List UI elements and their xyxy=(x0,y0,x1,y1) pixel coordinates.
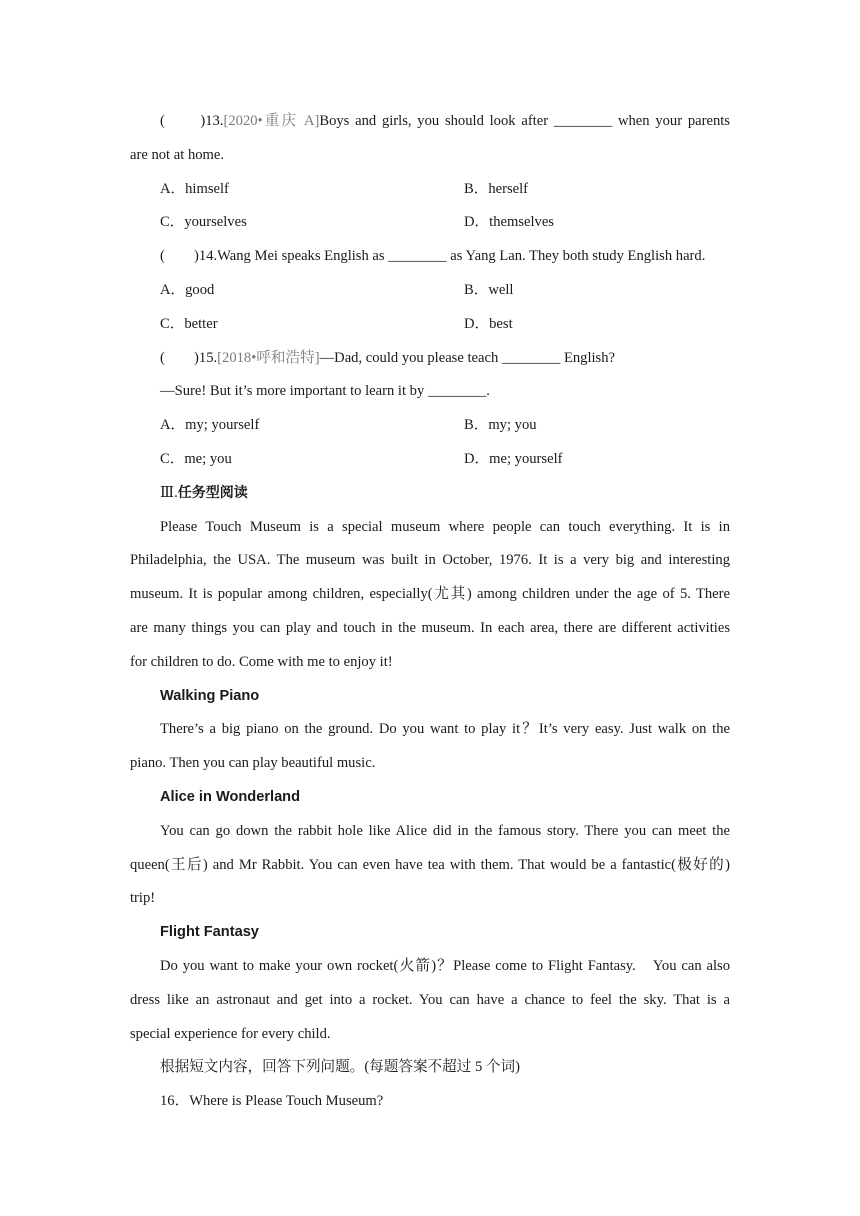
question-13-option-c: C．yourselves xyxy=(160,214,247,231)
question-13-option-a: A．himself xyxy=(160,180,229,197)
flight-fantasy-line-3: special experience for every child. xyxy=(130,1025,331,1042)
question-15-option-a: A．my; yourself xyxy=(160,417,260,434)
question-15-text: —Dad, could you please teach ________ English? xyxy=(319,349,616,366)
question-13-stem xyxy=(130,105,730,139)
question-14-option-b: B．well xyxy=(464,281,514,298)
question-15-number: ( )15. xyxy=(160,349,218,366)
question-14-option-d: D．best xyxy=(464,315,513,332)
section-title: 任务型阅读 xyxy=(177,484,248,501)
alice-line-3: trip! xyxy=(130,890,156,907)
passage-intro-line-4: are many things you can play and touch in the museum. In each area, there are different activities xyxy=(130,619,730,636)
reading-instruction: 根据短文内容，回答下列问题。(每题答案不超过 5 个词) xyxy=(160,1059,520,1076)
question-15-option-d: D．me; yourself xyxy=(464,450,563,467)
walking-piano-line-2: piano. Then you can play beautiful music. xyxy=(130,755,376,772)
question-13-stem-continued: are not at home. xyxy=(130,146,225,163)
walking-piano-line-1: There’s a big piano on the ground. Do you want to play it？It’s very easy. Just walk on the xyxy=(160,721,730,738)
question-15-option-b: B．my; you xyxy=(464,417,537,434)
flight-fantasy-line-1: Do you want to make your own rocket(火箭)？Please come to Flight Fantasy. You can also xyxy=(160,957,730,974)
question-13-options-row-1 xyxy=(130,173,730,207)
passage-intro-line-2: Philadelphia, the USA. The museum was built in October, 1976. It is a very big and interesting xyxy=(130,552,730,569)
question-13-text: Boys and girls, you should look after ________ when your parents xyxy=(319,113,730,129)
flight-fantasy-heading: Flight Fantasy xyxy=(160,924,259,941)
question-14-option-c: C．better xyxy=(160,315,218,332)
question-14-stem: ( )14.Wang Mei speaks English as ________ as Yang Lan. They both study English hard. xyxy=(160,248,706,265)
passage-intro-line-5: for children to do. Come with me to enjoy it! xyxy=(130,653,393,670)
question-15-reply: —Sure! But it’s more important to learn it by ________. xyxy=(160,383,490,400)
question-13-option-b: B．herself xyxy=(464,180,529,197)
question-15-options-row-1 xyxy=(130,409,730,443)
question-16: 16．Where is Please Touch Museum? xyxy=(160,1093,384,1110)
question-15-option-c: C．me; you xyxy=(160,450,232,467)
question-15-stem xyxy=(130,342,730,376)
passage-intro-line-3: museum. It is popular among children, especially(尤其) among children under the age of 5. There xyxy=(130,586,730,603)
document-page xyxy=(130,105,730,1119)
question-13-options-row-2 xyxy=(130,206,730,240)
alice-heading: Alice in Wonderland xyxy=(160,788,301,805)
question-15-source: [2018•呼和浩特] xyxy=(217,349,320,366)
question-13-source: [2020•重庆 A] xyxy=(223,113,320,129)
passage-intro-line-1: Please Touch Museum is a special museum where people can touch everything. It is in xyxy=(160,518,730,535)
question-14-option-a: A．good xyxy=(160,281,215,298)
walking-piano-heading: Walking Piano xyxy=(160,687,260,704)
section-heading xyxy=(130,477,730,511)
section-numeral: Ⅲ. xyxy=(160,484,178,501)
question-14-options-row-2 xyxy=(130,308,730,342)
alice-line-1: You can go down the rabbit hole like Alice did in the famous story. There you can meet the xyxy=(160,822,730,839)
alice-line-2: queen(王后) and Mr Rabbit. You can even have tea with them. That would be a fantastic(极好的) xyxy=(130,856,730,873)
question-15-options-row-2 xyxy=(130,443,730,477)
question-13-option-d: D．themselves xyxy=(464,214,554,231)
flight-fantasy-line-2: dress like an astronaut and get into a rocket. You can have a chance to feel the sky. That is a xyxy=(130,991,730,1008)
question-14-options-row-1 xyxy=(130,274,730,308)
question-13-number: ( )13. xyxy=(160,113,224,129)
